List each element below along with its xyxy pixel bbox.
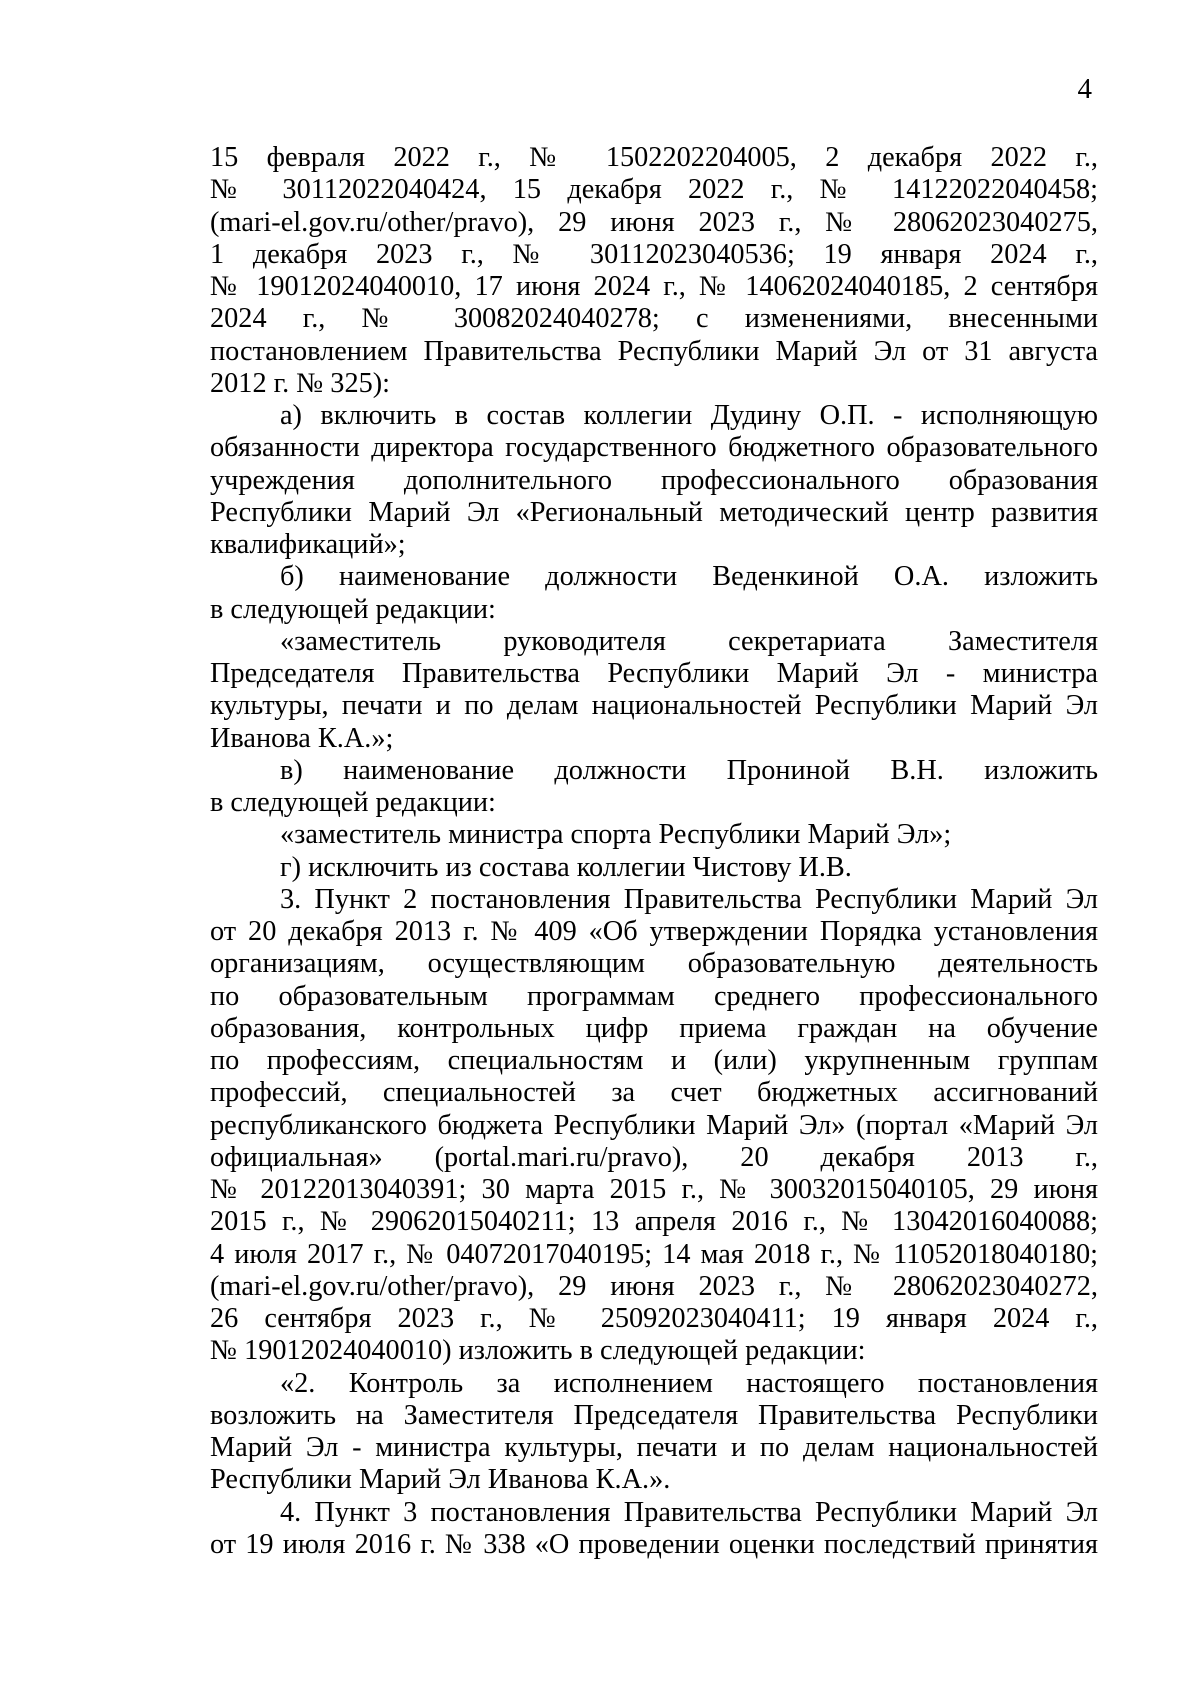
text-line: в следующей редакции: [210,787,496,818]
text-line: Республики Марий Эл Иванова К.А.». [210,1464,671,1496]
text-line: № 30112022040424, 15 декабря 2022 г., № 14122022040458; [210,174,1098,206]
text-line: по профессиям, специальностям и (или) укрупненным группам [210,1045,1098,1076]
text-line: № 20122013040391; 30 марта 2015 г., № 30032015040105, 29 июня [210,1174,1098,1205]
text-line: 15 февраля 2022 г., № 1502202204005, 2 декабря 2022 г., [210,142,1098,173]
text-line: Иванова К.А.»; [210,722,394,754]
text-line: 4. Пункт 3 постановления Правительства Республики Марий Эл [280,1496,1098,1528]
text-line: от 19 июля 2016 г. № 338 «О проведении оценки последствий принятия [210,1528,1098,1560]
text-line: № 19012024040010, 17 июня 2024 г., № 14062024040185, 2 сентября [210,271,1098,302]
text-line: «заместитель руководителя секретариата Заместителя [280,625,1098,657]
text-line: в) наименование должности Прониной В.Н. изложить [280,754,1098,786]
text-line: Председателя Правительства Республики Марий Эл - министра [210,658,1098,689]
text-line: «заместитель министра спорта Республики Марий Эл»; [280,819,952,851]
text-line: «2. Контроль за исполнением настоящего постановления [280,1367,1098,1399]
text-line: 2015 г., № 29062015040211; 13 апреля 2016 г., № 13042016040088; [210,1206,1098,1238]
text-line: 3. Пункт 2 постановления Правительства Республики Марий Эл [280,883,1098,915]
text-line: а) включить в состав коллегии Дудину О.П. - исполняющую [280,400,1098,431]
text-line: профессий, специальностей за счет бюджетных ассигнований [210,1077,1098,1109]
text-line: организациям, осуществляющим образовательную деятельность [210,948,1098,980]
text-line: б) наименование должности Веденкиной О.А. изложить [280,561,1098,593]
text-line: № 19012024040010) изложить в следующей редакции: [210,1335,866,1367]
text-line: в следующей редакции: [210,593,496,625]
text-line: Республики Марий Эл «Региональный методический центр развития [210,496,1098,528]
text-line: 26 сентября 2023 г., № 25092023040411; 19 января 2024 г., [210,1303,1098,1334]
text-line: по образовательным программам среднего профессионального [210,980,1098,1012]
text-line: 2024 г., № 30082024040278; с изменениями, внесенными [210,303,1098,335]
page-number: 4 [1077,73,1092,105]
document-body [210,142,1098,1561]
text-line: официальная» (portal.mari.ru/pravo), 20 декабря 2013 г., [210,1141,1098,1173]
text-line: учреждения дополнительного профессионального образования [210,464,1098,496]
text-line: культуры, печати и по делам национальностей Республики Марий Эл [210,690,1098,722]
text-line: от 20 декабря 2013 г. № 409 «Об утверждении Порядка установления [210,916,1098,947]
text-line: 2012 г. № 325): [210,367,391,399]
text-line: обязанности директора государственного бюджетного образовательного [210,432,1098,464]
text-line: квалификаций»; [210,529,406,560]
text-line: 1 декабря 2023 г., № 30112023040536; 19 января 2024 г., [210,238,1098,270]
text-line: (mari-el.gov.ru/other/pravo), 29 июня 2023 г., № 28062023040275, [210,206,1098,238]
text-line: возложить на Заместителя Председателя Правительства Республики [210,1399,1098,1431]
text-line: г) исключить из состава коллегии Чистову И.В. [280,851,852,883]
text-line: Марий Эл - министра культуры, печати и по делам национальностей [210,1432,1098,1463]
text-line: постановлением Правительства Республики Марий Эл от 31 августа [210,335,1098,367]
text-line: 4 июля 2017 г., № 04072017040195; 14 мая 2018 г., № 11052018040180; [210,1238,1098,1270]
text-line: республиканского бюджета Республики Марий Эл» (портал «Марий Эл [210,1109,1098,1141]
text-line: (mari-el.gov.ru/other/pravo), 29 июня 2023 г., № 28062023040272, [210,1270,1098,1302]
text-line: образования, контрольных цифр приема граждан на обучение [210,1012,1098,1044]
